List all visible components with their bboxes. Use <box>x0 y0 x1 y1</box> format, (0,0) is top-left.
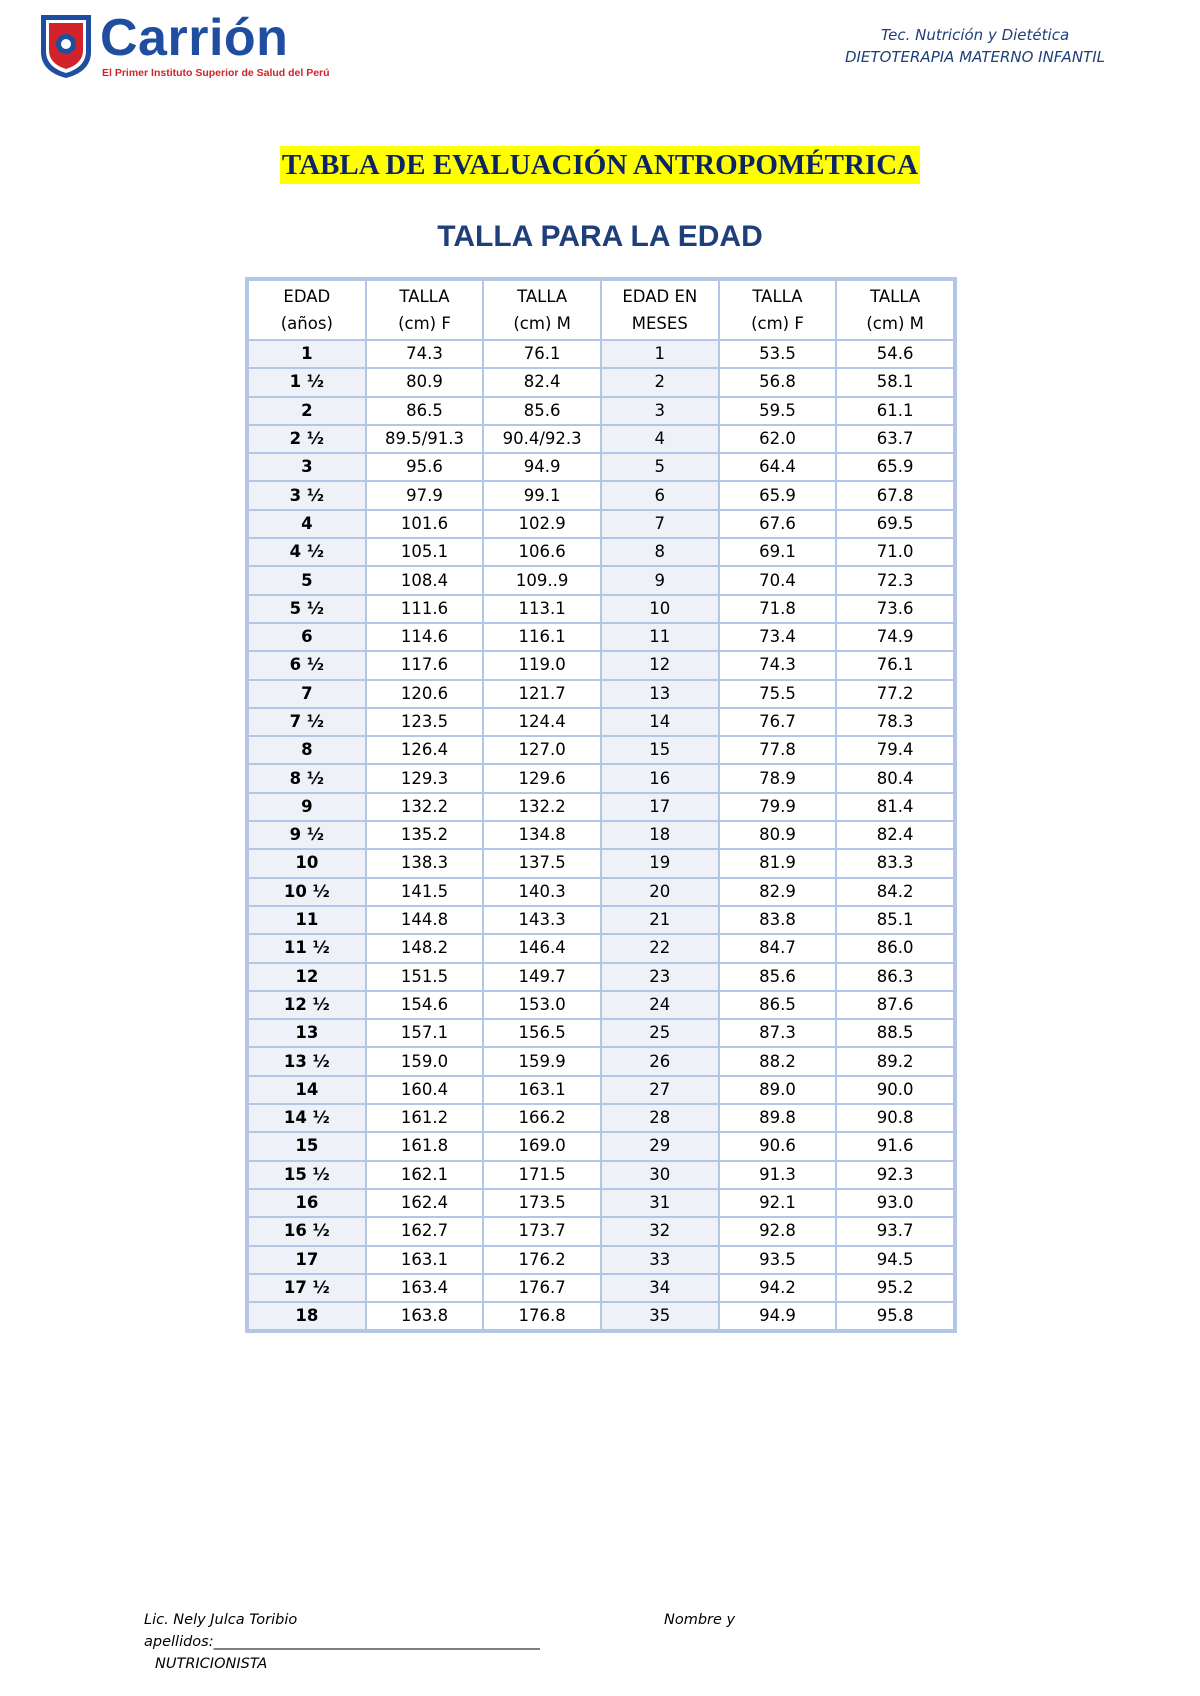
table-cell: 27 <box>601 1076 719 1104</box>
table-cell: 129.3 <box>366 764 484 792</box>
table-cell: 24 <box>601 991 719 1019</box>
table-cell: 25 <box>601 1019 719 1047</box>
table-row <box>248 397 954 425</box>
table-cell: 73.4 <box>719 623 837 651</box>
table-cell: 141.5 <box>366 878 484 906</box>
table-cell: 151.5 <box>366 963 484 991</box>
table-row <box>248 1274 954 1302</box>
table-cell: 163.1 <box>483 1076 601 1104</box>
table-row <box>248 1076 954 1104</box>
table-cell: 3 ½ <box>248 481 366 509</box>
header-edad-anos: EDAD (años) <box>248 280 366 340</box>
table-cell: 102.9 <box>483 510 601 538</box>
table-cell: 74.3 <box>366 340 484 368</box>
table-cell: 161.2 <box>366 1104 484 1132</box>
table-cell: 61.1 <box>836 397 954 425</box>
table-cell: 71.8 <box>719 595 837 623</box>
table-cell: 84.2 <box>836 878 954 906</box>
table-cell: 85.6 <box>483 397 601 425</box>
table-cell: 10 <box>601 595 719 623</box>
table-cell: 6 <box>601 481 719 509</box>
table-cell: 67.6 <box>719 510 837 538</box>
table-row <box>248 764 954 792</box>
table-cell: 89.0 <box>719 1076 837 1104</box>
table-cell: 15 ½ <box>248 1161 366 1189</box>
table-cell: 5 <box>601 453 719 481</box>
table-cell: 89.5/91.3 <box>366 425 484 453</box>
table-cell: 114.6 <box>366 623 484 651</box>
table-cell: 173.5 <box>483 1189 601 1217</box>
table-row <box>248 1132 954 1160</box>
table-row <box>248 566 954 594</box>
table-row <box>248 991 954 1019</box>
table-cell: 134.8 <box>483 821 601 849</box>
author-role: NUTRICIONISTA <box>155 1656 268 1672</box>
table-cell: 78.9 <box>719 764 837 792</box>
table-cell: 67.8 <box>836 481 954 509</box>
table-cell: 90.8 <box>836 1104 954 1132</box>
table-cell: 54.6 <box>836 340 954 368</box>
table-cell: 13 <box>248 1019 366 1047</box>
table-cell: 127.0 <box>483 736 601 764</box>
table-cell: 94.2 <box>719 1274 837 1302</box>
table-cell: 137.5 <box>483 849 601 877</box>
table-cell: 99.1 <box>483 481 601 509</box>
table-row <box>248 651 954 679</box>
table-row <box>248 538 954 566</box>
table-row <box>248 906 954 934</box>
table-cell: 101.6 <box>366 510 484 538</box>
page-title: TABLA DE EVALUACIÓN ANTROPOMÉTRICA <box>280 146 920 184</box>
table-cell: 159.9 <box>483 1047 601 1075</box>
table-cell: 7 <box>601 510 719 538</box>
table-cell: 124.4 <box>483 708 601 736</box>
table-cell: 93.5 <box>719 1246 837 1274</box>
course-line-2: DIETOTERAPIA MATERNO INFANTIL <box>844 48 1105 66</box>
table-cell: 156.5 <box>483 1019 601 1047</box>
table-cell: 129.6 <box>483 764 601 792</box>
table-cell: 14 <box>601 708 719 736</box>
table-cell: 87.6 <box>836 991 954 1019</box>
table-cell: 87.3 <box>719 1019 837 1047</box>
table-cell: 123.5 <box>366 708 484 736</box>
table-cell: 79.4 <box>836 736 954 764</box>
table-cell: 74.3 <box>719 651 837 679</box>
table-cell: 81.9 <box>719 849 837 877</box>
table-cell: 1 <box>248 340 366 368</box>
table-cell: 72.3 <box>836 566 954 594</box>
table-cell: 35 <box>601 1302 719 1330</box>
table-cell: 106.6 <box>483 538 601 566</box>
height-for-age-table <box>247 279 955 1331</box>
table-cell: 94.9 <box>483 453 601 481</box>
table-cell: 7 ½ <box>248 708 366 736</box>
table-cell: 82.4 <box>836 821 954 849</box>
table-row <box>248 1019 954 1047</box>
table-row <box>248 1246 954 1274</box>
table-cell: 85.6 <box>719 963 837 991</box>
table-subtitle: TALLA PARA LA EDAD <box>437 220 763 253</box>
table-cell: 8 <box>248 736 366 764</box>
table-cell: 89.2 <box>836 1047 954 1075</box>
table-cell: 13 ½ <box>248 1047 366 1075</box>
table-row <box>248 481 954 509</box>
table-cell: 2 ½ <box>248 425 366 453</box>
institute-logo <box>38 9 330 80</box>
table-cell: 9 <box>601 566 719 594</box>
table-cell: 75.5 <box>719 680 837 708</box>
table-cell: 161.8 <box>366 1132 484 1160</box>
table-cell: 108.4 <box>366 566 484 594</box>
table-cell: 3 <box>601 397 719 425</box>
table-cell: 70.4 <box>719 566 837 594</box>
table-cell: 78.3 <box>836 708 954 736</box>
table-cell: 5 ½ <box>248 595 366 623</box>
table-cell: 3 <box>248 453 366 481</box>
table-cell: 16 <box>248 1189 366 1217</box>
table-cell: 86.5 <box>719 991 837 1019</box>
table-cell: 159.0 <box>366 1047 484 1075</box>
table-cell: 58.1 <box>836 368 954 396</box>
table-cell: 92.8 <box>719 1217 837 1245</box>
table-cell: 173.7 <box>483 1217 601 1245</box>
table-cell: 74.9 <box>836 623 954 651</box>
table-cell: 6 <box>248 623 366 651</box>
table-cell: 162.7 <box>366 1217 484 1245</box>
table-cell: 91.3 <box>719 1161 837 1189</box>
table-cell: 32 <box>601 1217 719 1245</box>
table-cell: 16 ½ <box>248 1217 366 1245</box>
table-row <box>248 1217 954 1245</box>
table-row <box>248 708 954 736</box>
table-row <box>248 368 954 396</box>
table-cell: 135.2 <box>366 821 484 849</box>
table-row <box>248 963 954 991</box>
table-cell: 90.6 <box>719 1132 837 1160</box>
table-cell: 166.2 <box>483 1104 601 1132</box>
table-cell: 82.9 <box>719 878 837 906</box>
table-cell: 10 ½ <box>248 878 366 906</box>
header-talla-f: TALLA (cm) F <box>366 280 484 340</box>
table-cell: 4 <box>601 425 719 453</box>
table-cell: 14 <box>248 1076 366 1104</box>
table-row <box>248 1189 954 1217</box>
brand-tagline: El Primer Instituto Superior de Salud del Perú <box>102 67 330 79</box>
table-cell: 6 ½ <box>248 651 366 679</box>
table-cell: 82.4 <box>483 368 601 396</box>
table-cell: 28 <box>601 1104 719 1132</box>
table-cell: 29 <box>601 1132 719 1160</box>
table-cell: 171.5 <box>483 1161 601 1189</box>
header-talla-m-meses: TALLA (cm) M <box>836 280 954 340</box>
table-cell: 5 <box>248 566 366 594</box>
table-cell: 120.6 <box>366 680 484 708</box>
table-row <box>248 1104 954 1132</box>
table-cell: 91.6 <box>836 1132 954 1160</box>
table-cell: 19 <box>601 849 719 877</box>
table-cell: 4 ½ <box>248 538 366 566</box>
table-cell: 20 <box>601 878 719 906</box>
table-cell: 8 <box>601 538 719 566</box>
table-cell: 105.1 <box>366 538 484 566</box>
table-cell: 94.9 <box>719 1302 837 1330</box>
table-cell: 17 ½ <box>248 1274 366 1302</box>
table-cell: 80.9 <box>366 368 484 396</box>
table-cell: 163.8 <box>366 1302 484 1330</box>
table-cell: 93.0 <box>836 1189 954 1217</box>
table-row <box>248 340 954 368</box>
table-cell: 95.6 <box>366 453 484 481</box>
author-name: Lic. Nely Julca Toribio <box>144 1612 298 1628</box>
table-cell: 79.9 <box>719 793 837 821</box>
table-row <box>248 510 954 538</box>
table-cell: 157.1 <box>366 1019 484 1047</box>
table-row <box>248 623 954 651</box>
table-cell: 17 <box>601 793 719 821</box>
table-cell: 153.0 <box>483 991 601 1019</box>
name-label: Nombre y <box>664 1612 736 1628</box>
table-cell: 33 <box>601 1246 719 1274</box>
table-cell: 88.2 <box>719 1047 837 1075</box>
table-cell: 76.1 <box>483 340 601 368</box>
table-row <box>248 821 954 849</box>
table-cell: 148.2 <box>366 934 484 962</box>
table-cell: 26 <box>601 1047 719 1075</box>
table-cell: 69.5 <box>836 510 954 538</box>
table-cell: 162.4 <box>366 1189 484 1217</box>
table-cell: 7 <box>248 680 366 708</box>
brand-name: Carrión <box>100 9 289 67</box>
table-cell: 15 <box>248 1132 366 1160</box>
table-cell: 80.4 <box>836 764 954 792</box>
table-cell: 11 <box>248 906 366 934</box>
table-cell: 84.7 <box>719 934 837 962</box>
table-cell: 1 <box>601 340 719 368</box>
table-row <box>248 1161 954 1189</box>
table-cell: 80.9 <box>719 821 837 849</box>
table-cell: 63.7 <box>836 425 954 453</box>
table-cell: 62.0 <box>719 425 837 453</box>
table-cell: 169.0 <box>483 1132 601 1160</box>
table-cell: 162.1 <box>366 1161 484 1189</box>
table-cell: 163.4 <box>366 1274 484 1302</box>
table-cell: 16 <box>601 764 719 792</box>
table-cell: 111.6 <box>366 595 484 623</box>
table-row <box>248 1302 954 1330</box>
table-row <box>248 425 954 453</box>
table-cell: 59.5 <box>719 397 837 425</box>
table-cell: 149.7 <box>483 963 601 991</box>
table-cell: 119.0 <box>483 651 601 679</box>
table-cell: 18 <box>601 821 719 849</box>
table-cell: 116.1 <box>483 623 601 651</box>
table-row <box>248 453 954 481</box>
table-cell: 14 ½ <box>248 1104 366 1132</box>
table-cell: 146.4 <box>483 934 601 962</box>
table-cell: 12 <box>248 963 366 991</box>
table-cell: 83.3 <box>836 849 954 877</box>
table-cell: 95.8 <box>836 1302 954 1330</box>
table-cell: 126.4 <box>366 736 484 764</box>
table-cell: 121.7 <box>483 680 601 708</box>
table-cell: 86.5 <box>366 397 484 425</box>
table-cell: 113.1 <box>483 595 601 623</box>
table-cell: 81.4 <box>836 793 954 821</box>
table-cell: 176.8 <box>483 1302 601 1330</box>
table-cell: 143.3 <box>483 906 601 934</box>
table-cell: 17 <box>248 1246 366 1274</box>
table-cell: 30 <box>601 1161 719 1189</box>
table-cell: 56.8 <box>719 368 837 396</box>
table-cell: 9 ½ <box>248 821 366 849</box>
table-cell: 93.7 <box>836 1217 954 1245</box>
table-header-row <box>248 280 954 340</box>
table-cell: 2 <box>601 368 719 396</box>
table-cell: 138.3 <box>366 849 484 877</box>
table-cell: 64.4 <box>719 453 837 481</box>
table-cell: 31 <box>601 1189 719 1217</box>
table-cell: 77.8 <box>719 736 837 764</box>
table-cell: 85.1 <box>836 906 954 934</box>
table-cell: 83.8 <box>719 906 837 934</box>
table-cell: 92.1 <box>719 1189 837 1217</box>
table-cell: 22 <box>601 934 719 962</box>
table-cell: 2 <box>248 397 366 425</box>
header-edad-meses: EDAD EN MESES <box>601 280 719 340</box>
table-cell: 12 ½ <box>248 991 366 1019</box>
table-cell: 65.9 <box>836 453 954 481</box>
table-cell: 8 ½ <box>248 764 366 792</box>
table-cell: 176.2 <box>483 1246 601 1274</box>
table-cell: 154.6 <box>366 991 484 1019</box>
table-row <box>248 934 954 962</box>
table-cell: 144.8 <box>366 906 484 934</box>
table-cell: 176.7 <box>483 1274 601 1302</box>
table-cell: 34 <box>601 1274 719 1302</box>
table-cell: 89.8 <box>719 1104 837 1132</box>
table-cell: 73.6 <box>836 595 954 623</box>
table-row <box>248 793 954 821</box>
table-cell: 132.2 <box>366 793 484 821</box>
table-cell: 132.2 <box>483 793 601 821</box>
table-cell: 11 ½ <box>248 934 366 962</box>
table-cell: 77.2 <box>836 680 954 708</box>
table-cell: 140.3 <box>483 878 601 906</box>
table-cell: 69.1 <box>719 538 837 566</box>
table-cell: 11 <box>601 623 719 651</box>
table-row <box>248 1047 954 1075</box>
header-talla-f-meses: TALLA (cm) F <box>719 280 837 340</box>
table-cell: 160.4 <box>366 1076 484 1104</box>
header-talla-m: TALLA (cm) M <box>483 280 601 340</box>
table-cell: 53.5 <box>719 340 837 368</box>
table-cell: 94.5 <box>836 1246 954 1274</box>
table-cell: 9 <box>248 793 366 821</box>
table-cell: 76.1 <box>836 651 954 679</box>
table-cell: 109..9 <box>483 566 601 594</box>
table-cell: 23 <box>601 963 719 991</box>
table-cell: 86.0 <box>836 934 954 962</box>
table-cell: 90.0 <box>836 1076 954 1104</box>
table-cell: 86.3 <box>836 963 954 991</box>
shield-emblem-icon <box>38 12 94 80</box>
table-cell: 15 <box>601 736 719 764</box>
table-cell: 163.1 <box>366 1246 484 1274</box>
surname-line: apellidos:_____________________________________________ <box>144 1634 540 1650</box>
table-cell: 90.4/92.3 <box>483 425 601 453</box>
table-row <box>248 849 954 877</box>
table-cell: 71.0 <box>836 538 954 566</box>
table-cell: 13 <box>601 680 719 708</box>
table-row <box>248 736 954 764</box>
table-cell: 88.5 <box>836 1019 954 1047</box>
table-cell: 10 <box>248 849 366 877</box>
course-line-1: Tec. Nutrición y Dietética <box>880 26 1070 44</box>
table-cell: 18 <box>248 1302 366 1330</box>
table-body <box>248 340 954 1330</box>
table-cell: 65.9 <box>719 481 837 509</box>
table-cell: 1 ½ <box>248 368 366 396</box>
table-row <box>248 595 954 623</box>
table-row <box>248 878 954 906</box>
table-cell: 21 <box>601 906 719 934</box>
table-cell: 95.2 <box>836 1274 954 1302</box>
table-cell: 76.7 <box>719 708 837 736</box>
table-cell: 117.6 <box>366 651 484 679</box>
table-row <box>248 680 954 708</box>
course-header <box>845 24 1105 68</box>
table-cell: 92.3 <box>836 1161 954 1189</box>
table-cell: 12 <box>601 651 719 679</box>
table-cell: 4 <box>248 510 366 538</box>
table-cell: 97.9 <box>366 481 484 509</box>
